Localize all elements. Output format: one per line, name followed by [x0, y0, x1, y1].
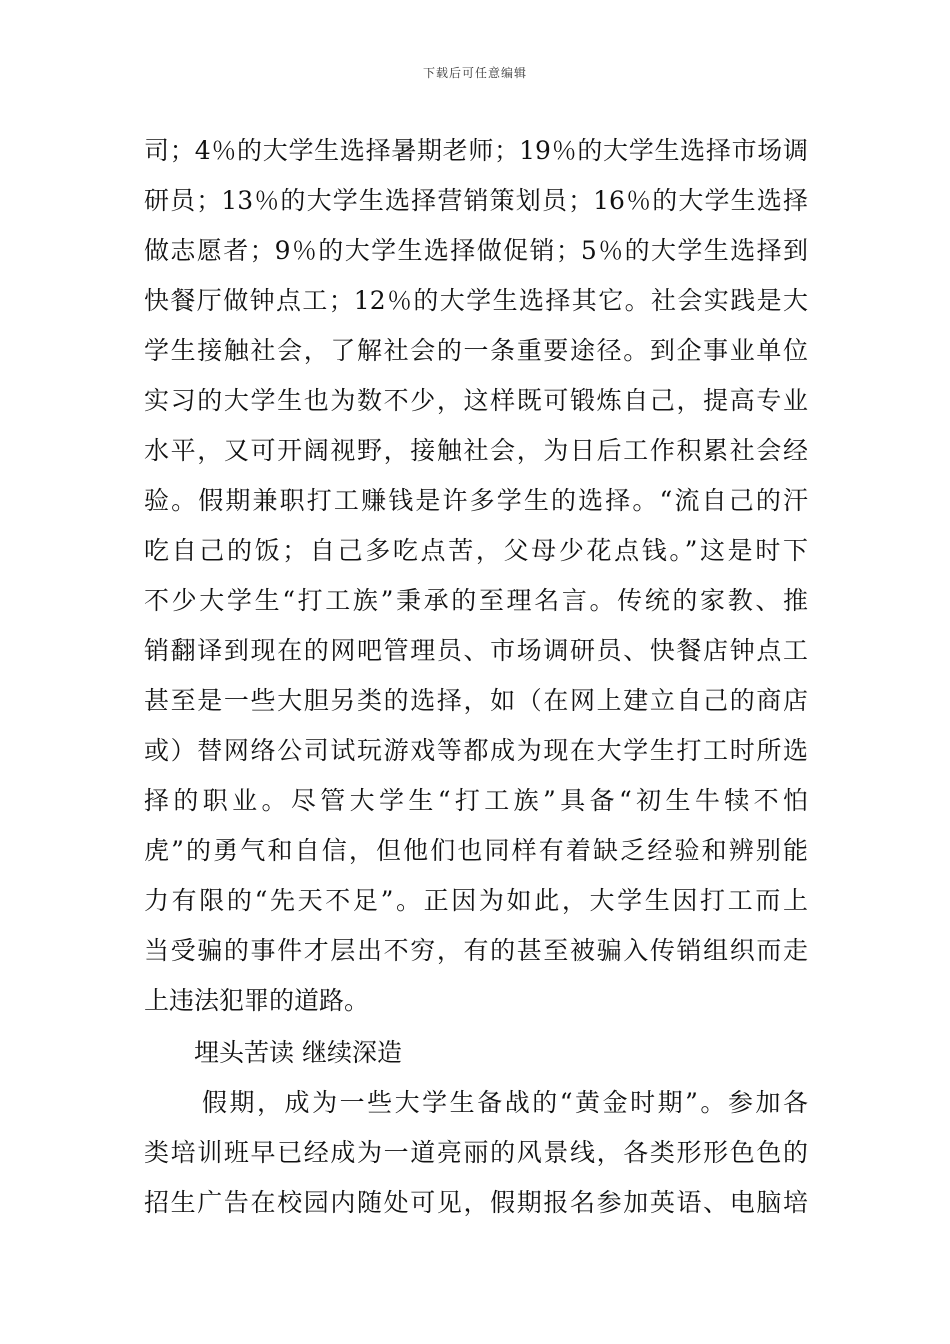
text-line: 销翻译到现在的网吧管理员、市场调研员、快餐店钟点工 — [144, 636, 808, 665]
text-line: 做志愿者；9％的大学生选择做促销；5％的大学生选择到 — [144, 236, 808, 265]
text-line: 择的职业。尽管大学生“打工族”具备“初生牛犊不怕 — [144, 786, 808, 815]
text-line: 快餐厅做钟点工；12％的大学生选择其它。社会实践是大 — [144, 286, 808, 315]
text-line: 吃自己的饭；自己多吃点苦，父母少花点钱。”这是时下 — [144, 536, 808, 565]
text-line: 当受骗的事件才层出不穷，有的甚至被骗入传销组织而走 — [144, 936, 808, 965]
text-line: 力有限的“先天不足”。正因为如此，大学生因打工而上 — [144, 886, 808, 915]
text-line: 研员；13％的大学生选择营销策划员；16％的大学生选择 — [144, 186, 808, 215]
text-line: 假期，成为一些大学生备战的“黄金时期”。参加各 — [202, 1088, 808, 1117]
text-line: 验。假期兼职打工赚钱是许多学生的选择。“流自己的汗 — [144, 486, 808, 515]
text-line: 不少大学生“打工族”秉承的至理名言。传统的家教、推 — [144, 586, 808, 615]
section-heading: 埋头苦读 继续深造 — [194, 1038, 402, 1067]
text-line: 类培训班早已经成为一道亮丽的风景线，各类形形色色的 — [144, 1138, 808, 1167]
text-line: 实习的大学生也为数不少，这样既可锻炼自己，提高专业 — [144, 386, 808, 415]
text-line: 招生广告在校园内随处可见，假期报名参加英语、电脑培 — [144, 1188, 808, 1217]
text-line: 或）替网络公司试玩游戏等都成为现在大学生打工时所选 — [144, 736, 808, 765]
text-line: 学生接触社会，了解社会的一条重要途径。到企事业单位 — [144, 336, 808, 365]
text-line: 甚至是一些大胆另类的选择，如（在网上建立自己的商店 — [144, 686, 808, 715]
text-line: 虎”的勇气和自信，但他们也同样有着缺乏经验和辨别能 — [144, 836, 808, 865]
document-body — [144, 126, 808, 1228]
text-line: 司；4％的大学生选择暑期老师；19％的大学生选择市场调 — [144, 136, 808, 165]
page-header: 下载后可任意编辑 — [422, 66, 527, 80]
text-line: 上违法犯罪的道路。 — [144, 986, 370, 1015]
text-line: 水平，又可开阔视野，接触社会，为日后工作积累社会经 — [144, 436, 808, 465]
